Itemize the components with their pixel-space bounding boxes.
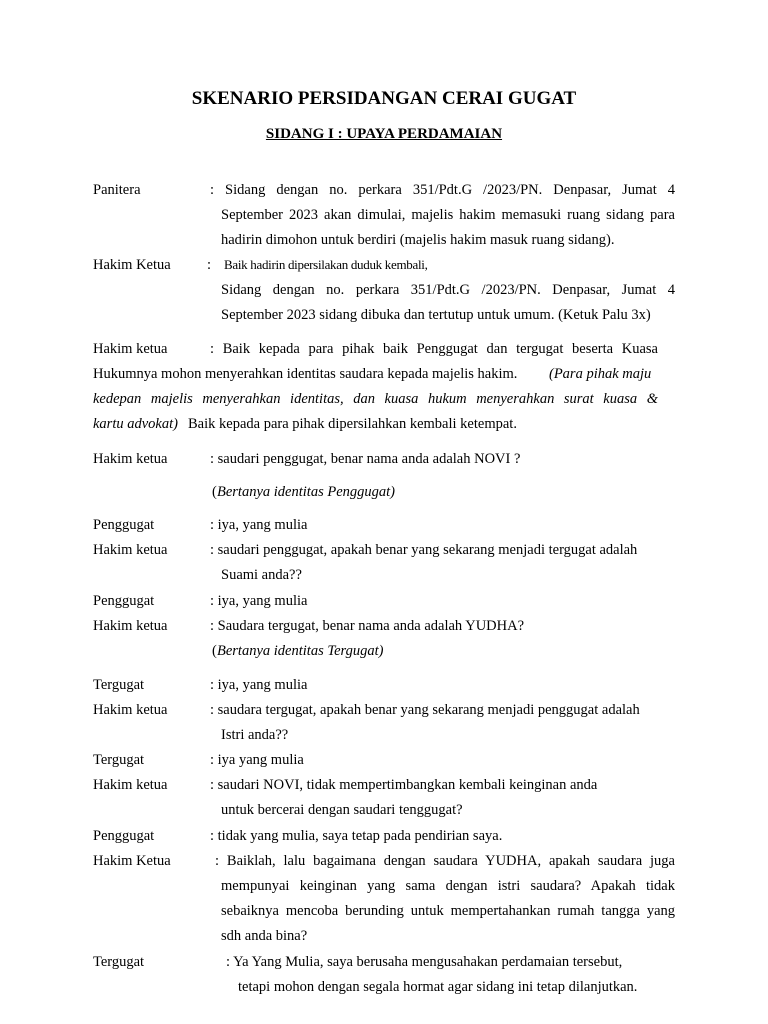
dialogue-line: Sidang dengan no. perkara 351/Pdt.G /2023/PN. Denpasar, Jumat 4 bbox=[221, 282, 675, 298]
speaker-label: Hakim ketua bbox=[93, 341, 168, 357]
dialogue-line: September 2023 sidang dibuka dan tertutup untuk umum. (Ketuk Palu 3x) bbox=[221, 307, 651, 323]
stage-direction: Bertanya identitas Tergugat) bbox=[217, 643, 384, 659]
dialogue-line: : Baiklah, lalu bagaimana dengan saudara YUDHA, apakah saudara juga bbox=[215, 853, 675, 869]
dialogue-line: : iya, yang mulia bbox=[210, 677, 308, 693]
speaker-label: Hakim Ketua bbox=[93, 257, 171, 273]
dialogue-line: Baik hadirin dipersilakan duduk kembali, bbox=[224, 257, 428, 272]
dialogue-line: Suami anda?? bbox=[221, 567, 302, 583]
dialogue-line: Baik kepada para pihak dipersilahkan kembali ketempat. bbox=[188, 416, 517, 432]
speaker-label: Tergugat bbox=[93, 954, 145, 970]
speaker-label: Hakim ketua bbox=[93, 777, 168, 793]
dialogue-line: : saudara tergugat, apakah benar yang sekarang menjadi penggugat adalah bbox=[210, 702, 640, 718]
stage-direction: kartu advokat) bbox=[93, 416, 178, 432]
speaker-label: Penggugat bbox=[93, 828, 155, 844]
dialogue-line: mempunyai keinginan yang sama dengan istri saudara? Apakah tidak bbox=[221, 878, 675, 894]
dialogue-line: hadirin dimohon untuk berdiri (majelis hakim masuk ruang sidang). bbox=[221, 232, 615, 248]
stage-direction: ( bbox=[212, 643, 217, 659]
speaker-label: Penggugat bbox=[93, 517, 155, 533]
dialogue-line: : Saudara tergugat, benar nama anda adalah YUDHA? bbox=[210, 618, 525, 634]
stage-direction: kedepan majelis menyerahkan identitas, dan kuasa hukum menyerahkan surat kuasa & bbox=[93, 391, 658, 407]
dialogue-line: : tidak yang mulia, saya tetap pada pendirian saya. bbox=[210, 828, 503, 844]
dialogue-line: : saudari NOVI, tidak mempertimbangkan kembali keinginan anda bbox=[210, 777, 598, 793]
dialogue-line: Hukumnya mohon menyerahkan identitas saudara kepada majelis hakim. bbox=[93, 366, 518, 382]
speaker-label: Tergugat bbox=[93, 677, 145, 693]
stage-direction: Bertanya identitas Penggugat) bbox=[217, 484, 395, 500]
stage-direction: (Para pihak maju bbox=[549, 366, 652, 382]
dialogue-line: : saudari penggugat, benar nama anda adalah NOVI ? bbox=[210, 451, 521, 467]
speaker-label: Hakim ketua bbox=[93, 702, 168, 718]
speaker-label: Tergugat bbox=[93, 752, 145, 768]
document-title: SKENARIO PERSIDANGAN CERAI GUGAT bbox=[191, 88, 577, 109]
speaker-label: Hakim Ketua bbox=[93, 853, 171, 869]
speaker-label: Penggugat bbox=[93, 593, 155, 609]
speaker-label: Hakim ketua bbox=[93, 451, 168, 467]
speaker-label: Hakim ketua bbox=[93, 618, 168, 634]
speaker-label: Hakim ketua bbox=[93, 542, 168, 558]
dialogue-line: untuk bercerai dengan saudari tenggugat? bbox=[221, 802, 463, 818]
dialogue-line: : iya, yang mulia bbox=[210, 517, 308, 533]
section-subtitle: SIDANG I : UPAYA PERDAMAIAN bbox=[265, 126, 503, 142]
dialogue-line: : Baik kepada para pihak baik Penggugat dan tergugat beserta Kuasa bbox=[210, 341, 658, 357]
dialogue-line: Istri anda?? bbox=[221, 727, 289, 743]
stage-direction: ( bbox=[212, 484, 217, 500]
dialogue-line: September 2023 akan dimulai, majelis hakim memasuki ruang sidang para bbox=[221, 207, 675, 223]
dialogue-line: : iya, yang mulia bbox=[210, 593, 308, 609]
dialogue-line: sebaiknya mencoba berunding untuk mempertahankan rumah tangga yang bbox=[221, 903, 675, 919]
dialogue-line: : iya yang mulia bbox=[210, 752, 304, 768]
dialogue-line: : Sidang dengan no. perkara 351/Pdt.G /2023/PN. Denpasar, Jumat 4 bbox=[210, 182, 675, 198]
dialogue-line: : bbox=[207, 257, 212, 273]
dialogue-line: : saudari penggugat, apakah benar yang sekarang menjadi tergugat adalah bbox=[210, 542, 638, 558]
dialogue-line: : Ya Yang Mulia, saya berusaha mengusahakan perdamaian tersebut, bbox=[226, 954, 623, 970]
dialogue-line: tetapi mohon dengan segala hormat agar sidang ini tetap dilanjutkan. bbox=[238, 979, 638, 995]
speaker-label: Panitera bbox=[93, 182, 141, 198]
dialogue-line: sdh anda bina? bbox=[221, 928, 308, 944]
